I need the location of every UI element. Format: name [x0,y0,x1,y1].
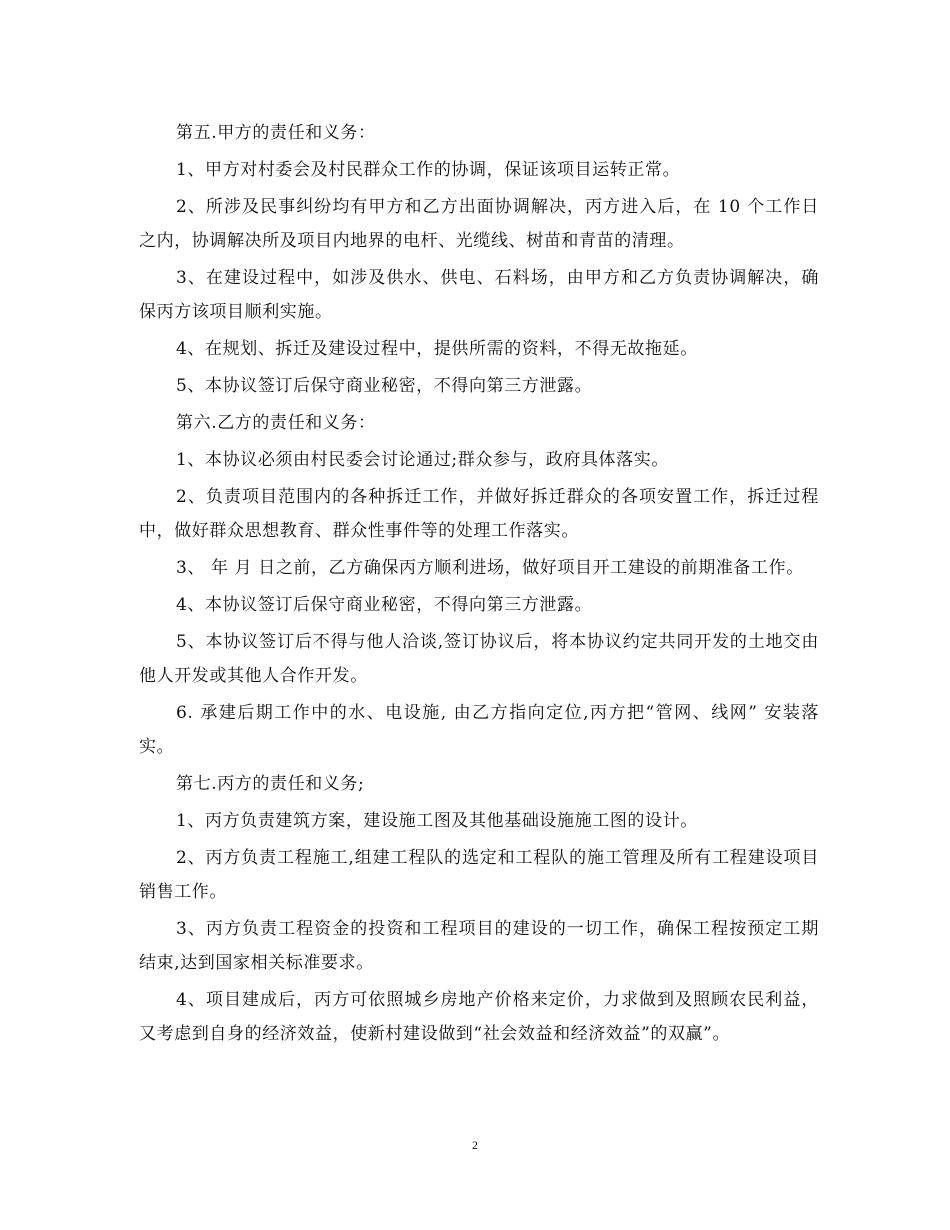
clause-b-3: 3、 年 月 日之前，乙方确保丙方顺利进场，做好项目开工建设的前期准备工作。 [176,558,804,578]
clause-c-3: 3、丙方负责工程资金的投资和工程项目的建设的一切工作，确保工程按预定工期结束,达到国家相关标准要求。 [139,919,819,973]
clause-b-2: 2、负责项目范围内的各种拆迁工作，并做好拆迁群众的各项安置工作，拆迁过程中，做好群众思想教育、群众性事件等的处理工作落实。 [139,487,819,541]
section-heading-party-b: 第六.乙方的责任和义务： [176,413,376,433]
clause-c-1: 1、丙方负责建筑方案，建设施工图及其他基础设施施工图的设计。 [176,811,698,831]
clause-b-1: 1、本协议必须由村民委会讨论通过;群众参与，政府具体落实。 [176,450,669,470]
clause-a-1: 1、甲方对村委会及村民群众工作的协调，保证该项目运转正常。 [176,160,681,180]
clause-a-4: 4、在规划、拆迁及建设过程中，提供所需的资料，不得无故拖延。 [176,339,698,359]
clause-a-2: 2、所涉及民事纠纷均有甲方和乙方出面协调解决，丙方进入后，在 10 个工作日之内，协调解决所及项目内地界的电杆、光缆线、树苗和青苗的清理。 [139,197,819,251]
clause-b-4: 4、本协议签订后保守商业秘密，不得向第三方泄露。 [176,595,593,615]
clause-a-5: 5、本协议签订后保守商业秘密，不得向第三方泄露。 [176,376,593,396]
clause-a-3: 3、在建设过程中，如涉及供水、供电、石料场，由甲方和乙方负责协调解决，确保丙方该项目顺利实施。 [139,268,819,322]
clause-b-5: 5、本协议签订后不得与他人洽谈,签订协议后，将本协议约定共同开发的土地交由他人开发或其他人合作开发。 [139,632,819,686]
section-heading-party-a: 第五.甲方的责任和义务： [176,123,376,143]
document-body [139,116,819,1054]
clause-c-2: 2、丙方负责工程施工,组建工程队的选定和工程队的施工管理及所有工程建设项目销售工作。 [139,848,819,902]
clause-c-4: 4、项目建成后，丙方可依照城乡房地产价格来定价，力求做到及照顾农民利益，又考虑到自身的经济效益，使新村建设做到“社会效益和经济效益”的双赢”。 [139,990,819,1044]
clause-b-6: 6. 承建后期工作中的水、电设施, 由乙方指向定位,丙方把“管网、线网” 安装落实。 [139,703,819,757]
section-heading-party-c: 第七.丙方的责任和义务; [176,774,365,794]
page-number: 2 [472,1138,478,1152]
